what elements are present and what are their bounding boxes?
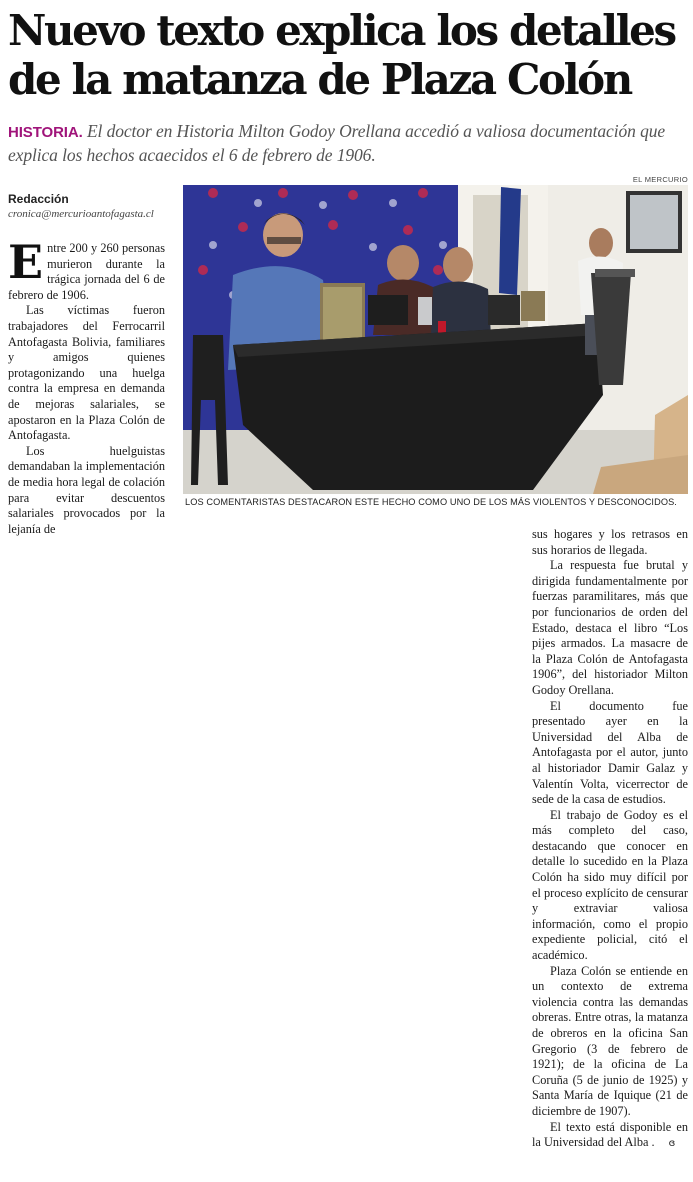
paragraph-8: El texto está disponible en la Universidad del Alba . ɞ (532, 1119, 688, 1150)
paragraph-7: Plaza Colón se entiende en un contexto de extrema violencia contra las demandas obreras. Entre otras, la matanza de obreros en la oficina San Gregorio (3 de febrero de 1921); de la oficina de La Coruña (5 de junio de 1925) y Santa María de Iquique (21 de diciembre de 1907). (532, 963, 688, 1118)
article-photo (183, 185, 688, 494)
paragraph-3b: sus hogares y los retrasos en sus horarios de llegada. (532, 527, 688, 557)
photo-caption: LOS COMENTARISTAS DESTACARON ESTE HECHO COMO UNO DE LOS MÁS VIOLENTOS Y DESCONOCIDOS. (185, 497, 677, 507)
headline (8, 6, 688, 104)
drop-cap: E (8, 235, 44, 289)
deck (8, 120, 688, 166)
photo-credit: EL MERCURIO (632, 175, 688, 184)
headline-line-2: de la matanza de Plaza Colón (8, 55, 631, 104)
paragraph-4: La respuesta fue brutal y dirigida fundamentalmente por fuerzas paramilitares, más que por funcionarios de orden del Estado, destaca el libro “Los pijes armados. La masacre de la Plaza Colón de Antofagasta 1906”, del historiador Milton Godoy Orellana. (532, 558, 688, 697)
paragraph-5: El documento fue presentado ayer en la Universidad del Alba de Antofagasta por el autor, junto al historiador Damir Galaz y Valentín Volta, vicerrector de sede de la casa de estudios. (532, 698, 688, 807)
deck-text: El doctor en Historia Milton Godoy Orellana accedió a valiosa documentación que explica los hechos acaecidos el 6 de febrero de 1906. (8, 121, 666, 165)
paragraph-2: Las víctimas fueron trabajadores del Ferrocarril Antofagasta Bolivia, familiares y amigos quienes protagonizando una huelga contra la empresa en demanda de mejoras salariales, se apostaron en la Plaza Colón de Antofagasta. (8, 303, 165, 443)
paragraph-3a: Los huelguistas demandaban la implementación de media hora legal de colación para evitar descuentos salariales provocados por la lejanía de (8, 443, 165, 536)
paragraph-1: Entre 200 y 260 personas murieron durante la trágica jornada del 6 de febrero de 1906. (8, 235, 165, 302)
section-kicker: HISTORIA. (8, 124, 83, 141)
end-mark-icon: ɞ (668, 1138, 676, 1150)
byline-author: Redacción (8, 192, 69, 206)
paragraph-6: El trabajo de Godoy es el más completo del caso, destacando que conocer en detalle lo sucedido en la Plaza Colón ha sido muy difícil por el proceso explícito de censurar y extraviar valiosa información, como el propio expediente policial, citó el académico. (532, 807, 688, 963)
article-column-1 (8, 235, 165, 537)
photo-illustration (183, 185, 688, 494)
headline-line-1: Nuevo texto explica los detalles (8, 6, 675, 55)
byline-email: cronica@mercurioantofagasta.cl (8, 208, 154, 220)
article-column-2 (532, 527, 688, 1152)
